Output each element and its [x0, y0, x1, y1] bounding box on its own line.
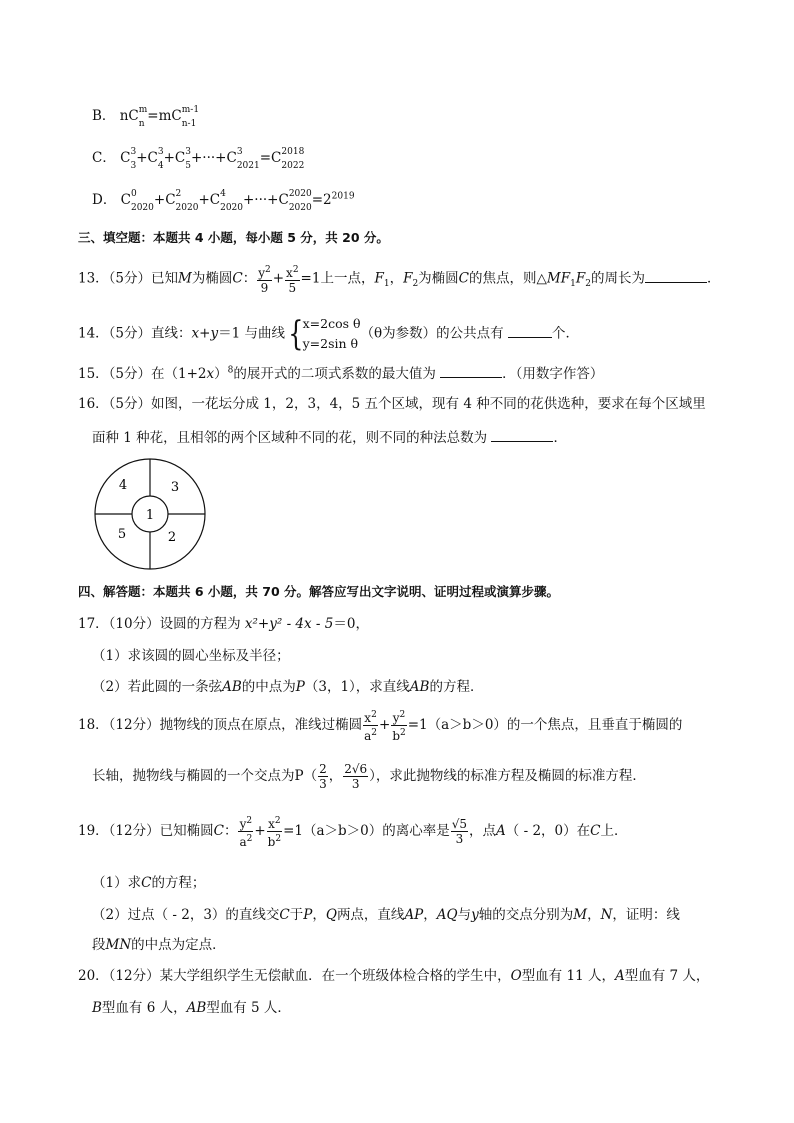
- question-17-part-1: （1）求该圆的圆心坐标及半径；: [92, 648, 290, 664]
- answer-blank[interactable]: [491, 429, 553, 442]
- brace-symbol: {: [288, 314, 304, 354]
- flower-bed-diagram: [92, 456, 208, 572]
- region-label-5: 5: [117, 527, 127, 542]
- option-d: D． C 0 2020 +C 2 2020 +C 4 2020 +···+C 2020 2020 $=2^{2019}$: [92, 188, 355, 213]
- option-b: B． nC m n =mC m-1 n-1: [92, 104, 200, 129]
- question-18-line-1: 18．（12分）抛物线的顶点在原点，准线过椭圆 $\frac{x^2}{a^2}$ + $\frac{y^2}{b^2}$ =1（a＞b＞0）的一个焦点，且垂直于椭圆的: [78, 710, 683, 743]
- question-13: 13．（5分）已知M为椭圆C： $\frac{y^2}{9}$ + $\frac{x^2}{5}$ =1上一点，$F_1$，$F_2$为椭圆C的焦点，则$\triangle MF_1F_2$的周长为 ．: [78, 265, 721, 295]
- region-label-4: 4: [118, 478, 128, 493]
- answer-blank[interactable]: [508, 325, 552, 338]
- answer-blank[interactable]: [645, 270, 707, 283]
- question-19-part-2-cont: 段MN的中点为定点．: [92, 937, 226, 953]
- question-16-line-1: 16．（5分）如图，一花坛分成 1，2，3，4，5 五个区域，现有 4 种不同的花供选种，要求在每个区域里: [78, 396, 706, 412]
- question-19-part-2: （2）过点（ - 2，3）的直线交C于P，Q两点，直线AP，AQ与y轴的交点分别为M，N，证明：线: [92, 907, 680, 923]
- question-20-line-1: 20．（12分）某大学组织学生无偿献血．在一个班级体检合格的学生中，O型血有 11 人，A型血有 7 人，: [78, 968, 710, 984]
- question-16-line-2: 面种 1 种花，且相邻的两个区域种不同的花，则不同的种法总数为 ．: [92, 430, 567, 446]
- question-19: 19．（12分）已知椭圆C： $\frac{y^2}{a^2}$ + $\frac{x^2}{b^2}$ =1（a＞b＞0）的离心率是 $\frac{√5}{3}$ ，点A（ - 2，0）在C上．: [78, 816, 628, 849]
- region-label-2: 2: [167, 530, 177, 545]
- question-19-part-1: （1）求C的方程；: [92, 875, 206, 891]
- answer-blank[interactable]: [440, 365, 502, 378]
- question-17-part-2: （2）若此圆的一条弦AB的中点为P（3，1），求直线AB的方程．: [92, 679, 484, 695]
- option-c: C． C 3 3 +C 3 4 +C 3 5 +···+C 3 2021 =C 2018 2022: [92, 146, 305, 171]
- region-label-3: 3: [170, 480, 180, 495]
- question-15: 15．（5分）在$(1+2x)^8$的展开式的二项式系数的最大值为 ．（用数字作答）: [78, 365, 604, 382]
- question-17: 17．（10分）设圆的方程为 x²+y² - 4x - 5＝0，: [78, 616, 369, 632]
- region-label-1: 1: [145, 508, 155, 523]
- question-18-line-2: 长轴，抛物线与椭圆的一个交点为P（ $\frac{2}{3}$ ， $\frac{2√6}{3}$ ），求此抛物线的标准方程及椭圆的标准方程．: [92, 762, 646, 791]
- section-three-heading: 三、填空题：本题共 4 小题，每小题 5 分，共 20 分。: [78, 230, 389, 245]
- section-four-heading: 四、解答题：本题共 6 小题，共 70 分。解答应写出文字说明、证明过程或演算步骤。: [78, 584, 560, 599]
- question-14: 14．（5分）直线：x+y＝1 与曲线{ x=2cos θ y=2sin θ （θ为参数）的公共点有 个．: [78, 314, 579, 354]
- question-20-line-2: B型血有 6 人，AB型血有 5 人．: [92, 1000, 291, 1016]
